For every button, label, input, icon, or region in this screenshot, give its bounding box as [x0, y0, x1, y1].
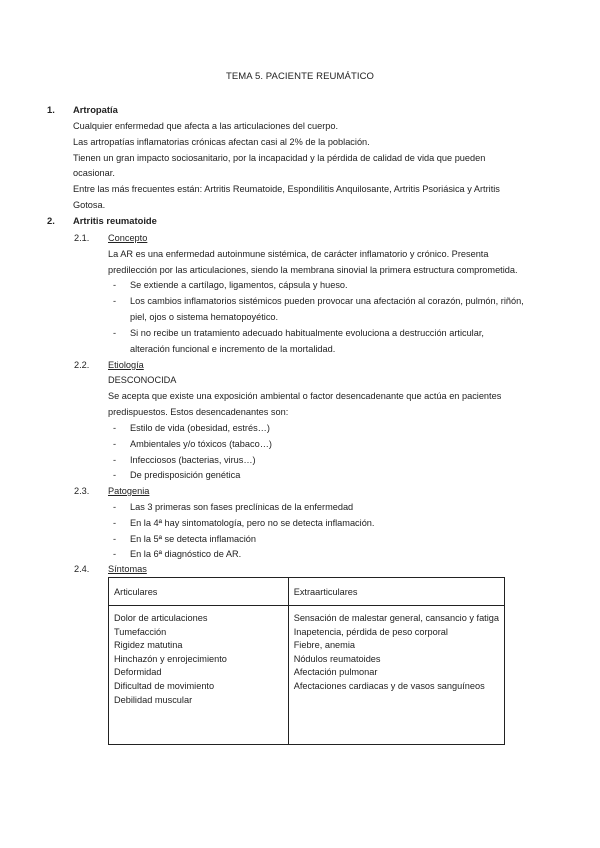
list-item: Infecciosos (bacterias, virus…): [130, 455, 256, 465]
subsection-number: 2.3.: [74, 486, 90, 496]
bullet-marker: -: [113, 296, 117, 306]
paragraph-line: La AR es una enfermedad autoinmune sistémica, de carácter inflamatorio y crónico. Presenta: [108, 249, 489, 259]
list-item: Si no recibe un tratamiento adecuado habitualmente evoluciona a destrucción articular,: [130, 328, 484, 338]
list-item: De predisposición genética: [130, 470, 241, 480]
subsection-heading: Concepto: [108, 233, 148, 243]
bullet-marker: -: [113, 455, 117, 465]
section-heading: Artropatía: [73, 104, 118, 115]
bullet-marker: -: [113, 470, 117, 480]
articulares-cell: [109, 606, 289, 745]
bullet-marker: -: [113, 502, 117, 512]
table-cell-item: Afectación pulmonar: [293, 667, 378, 678]
bullet-marker: -: [113, 518, 117, 528]
table-cell-item: Tumefacción: [114, 626, 167, 637]
paragraph-line: predilección por las articulaciones, siendo la membrana sinovial la primera estructura comprometida.: [108, 265, 518, 275]
paragraph-line: Se acepta que existe una exposición ambiental o factor desencadenante que actúa en pacientes: [108, 391, 502, 401]
table-cell-item: Deformidad: [114, 667, 162, 678]
subsection-number: 2.4.: [74, 564, 90, 574]
subsection-heading: Patogenia: [108, 486, 150, 496]
bullet-marker: -: [113, 439, 117, 449]
list-item: En la 4ª hay sintomatología, pero no se detecta inflamación.: [130, 518, 375, 528]
paragraph-line: DESCONOCIDA: [108, 375, 177, 385]
table-cell-item: Debilidad muscular: [114, 694, 193, 705]
bullet-marker: -: [113, 534, 117, 544]
paragraph-line: Cualquier enfermedad que afecta a las articulaciones del cuerpo.: [73, 121, 339, 131]
list-item: En la 6ª diagnóstico de AR.: [130, 549, 242, 559]
table-cell-item: Nódulos reumatoides: [293, 653, 381, 664]
subsection-heading: Etiología: [108, 360, 144, 370]
bullet-marker: -: [113, 328, 117, 338]
paragraph-line: Tienen un gran impacto sociosanitario, por la incapacidad y la pérdida de calidad de vida que pueden: [73, 153, 486, 163]
subsection-heading: Síntomas: [108, 564, 147, 574]
table-cell-item: Hinchazón y enrojecimiento: [114, 653, 227, 664]
symptoms-table: [108, 577, 505, 745]
section-number: 1.: [47, 104, 55, 115]
list-item: Se extiende a cartílago, ligamentos, cápsula y hueso.: [130, 280, 348, 290]
paragraph-line: ocasionar.: [73, 168, 115, 178]
subsection-number: 2.1.: [74, 233, 90, 243]
table-cell-item: Dolor de articulaciones: [114, 613, 208, 623]
page-title: TEMA 5. PACIENTE REUMÁTICO: [225, 71, 375, 82]
paragraph-line: Gotosa.: [73, 200, 106, 210]
section-number: 2.: [47, 215, 55, 226]
section-heading: Artritis reumatoide: [73, 215, 157, 226]
table-header-cell: Extraarticulares: [288, 578, 504, 606]
list-item: Las 3 primeras son fases preclínicas de la enfermedad: [130, 502, 354, 512]
bullet-marker: -: [113, 423, 117, 433]
paragraph-line: Las artropatías inflamatorias crónicas afectan casi al 2% de la población.: [73, 137, 370, 147]
table-cell-item: Rigidez matutina: [114, 640, 183, 651]
list-item: Ambientales y/o tóxicos (tabaco…): [130, 439, 272, 449]
bullet-marker: -: [113, 280, 117, 290]
table-cell-item: Afectaciones cardiacas y de vasos sanguíneos: [293, 680, 485, 691]
table-cell-item: Sensación de malestar general, cansancio y fatiga: [293, 613, 499, 623]
table-cell-item: Inapetencia, pérdida de peso corporal: [293, 626, 448, 637]
list-item-continuation: piel, ojos o sistema hematopoyético.: [130, 312, 279, 322]
table-header-row: [109, 578, 505, 606]
table-cell-item: Fiebre, anemia: [293, 640, 355, 651]
list-item: En la 5ª se detecta inflamación: [130, 534, 256, 544]
bullet-marker: -: [113, 549, 117, 559]
table-cell-item: Dificultad de movimiento: [114, 680, 215, 691]
paragraph-line: Entre las más frecuentes están: Artritis Reumatoide, Espondilitis Anquilosante, Artritis Psoriásica y Artritis: [73, 184, 500, 194]
list-item-continuation: alteración funcional e incremento de la mortalidad.: [130, 344, 336, 354]
paragraph-line: predispuestos. Estos desencadenantes son:: [108, 407, 289, 417]
table-header-cell: Articulares: [109, 578, 289, 606]
list-item: Estilo de vida (obesidad, estrés…): [130, 423, 270, 433]
table-row: [109, 606, 505, 745]
subsection-number: 2.2.: [74, 360, 90, 370]
list-item: Los cambios inflamatorios sistémicos pueden provocar una afectación al corazón, pulmón, riñón,: [130, 296, 524, 306]
extraarticulares-cell: [288, 606, 504, 745]
